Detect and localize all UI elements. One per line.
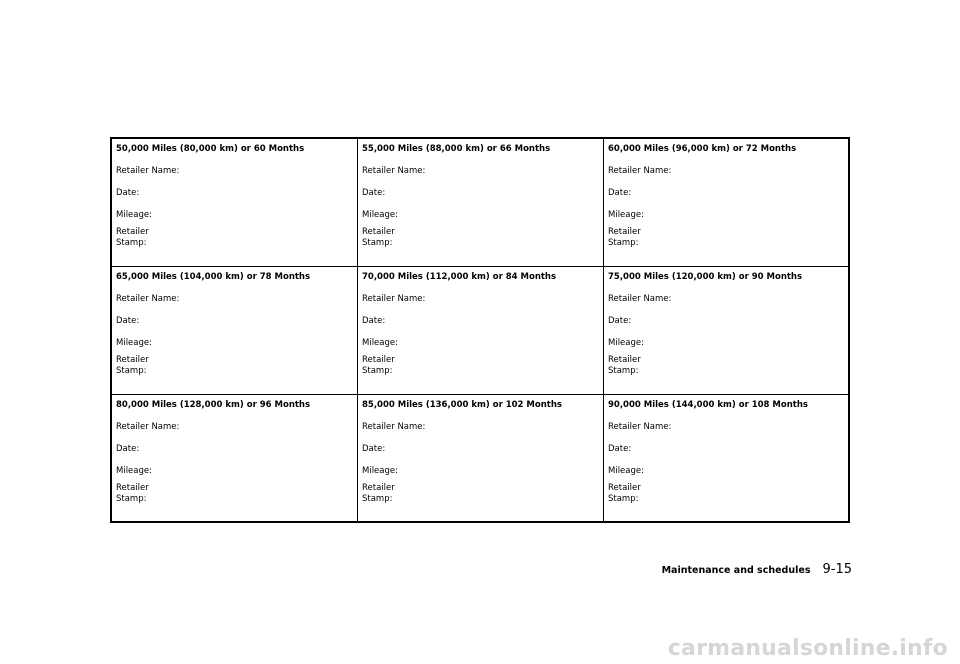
retailer-stamp-label: Retailer Stamp: — [362, 355, 395, 376]
watermark: carmanualsonline.info — [667, 636, 948, 661]
log-cell — [112, 395, 358, 521]
log-cell — [112, 139, 358, 267]
date-label: Date: — [362, 188, 386, 198]
log-cell — [604, 267, 848, 395]
page-footer — [662, 562, 852, 580]
mileage-label: Mileage: — [362, 466, 398, 476]
date-label: Date: — [116, 316, 140, 326]
retailer-name-label: Retailer Name: — [362, 166, 426, 176]
date-label: Date: — [608, 188, 632, 198]
retailer-stamp-label: Retailer Stamp: — [116, 355, 149, 376]
log-cell — [604, 395, 848, 521]
date-label: Date: — [608, 444, 632, 454]
retailer-name-label: Retailer Name: — [116, 294, 180, 304]
log-cell — [358, 267, 604, 395]
maintenance-log-table — [110, 137, 850, 523]
interval-heading: 70,000 Miles (112,000 km) or 84 Months — [362, 272, 557, 282]
log-cell — [604, 139, 848, 267]
retailer-name-label: Retailer Name: — [608, 294, 672, 304]
interval-heading: 55,000 Miles (88,000 km) or 66 Months — [362, 144, 551, 154]
interval-heading: 75,000 Miles (120,000 km) or 90 Months — [608, 272, 803, 282]
mileage-label: Mileage: — [362, 210, 398, 220]
retailer-stamp-label: Retailer Stamp: — [608, 227, 641, 248]
retailer-name-label: Retailer Name: — [362, 422, 426, 432]
log-cell — [358, 395, 604, 521]
mileage-label: Mileage: — [362, 338, 398, 348]
retailer-stamp-label: Retailer Stamp: — [116, 483, 149, 504]
mileage-label: Mileage: — [608, 210, 644, 220]
retailer-name-label: Retailer Name: — [362, 294, 426, 304]
date-label: Date: — [116, 188, 140, 198]
mileage-label: Mileage: — [116, 466, 152, 476]
retailer-stamp-label: Retailer Stamp: — [116, 227, 149, 248]
retailer-stamp-label: Retailer Stamp: — [608, 355, 641, 376]
date-label: Date: — [116, 444, 140, 454]
page-number: 9-15 — [822, 562, 852, 577]
retailer-name-label: Retailer Name: — [608, 422, 672, 432]
interval-heading: 65,000 Miles (104,000 km) or 78 Months — [116, 272, 311, 282]
interval-heading: 50,000 Miles (80,000 km) or 60 Months — [116, 144, 305, 154]
date-label: Date: — [362, 444, 386, 454]
mileage-label: Mileage: — [608, 338, 644, 348]
date-label: Date: — [362, 316, 386, 326]
retailer-stamp-label: Retailer Stamp: — [362, 227, 395, 248]
interval-heading: 85,000 Miles (136,000 km) or 102 Months — [362, 400, 562, 410]
date-label: Date: — [608, 316, 632, 326]
log-cell — [358, 139, 604, 267]
log-cell — [112, 267, 358, 395]
retailer-name-label: Retailer Name: — [116, 422, 180, 432]
retailer-stamp-label: Retailer Stamp: — [608, 483, 641, 504]
interval-heading: 80,000 Miles (128,000 km) or 96 Months — [116, 400, 311, 410]
mileage-label: Mileage: — [608, 466, 644, 476]
interval-heading: 90,000 Miles (144,000 km) or 108 Months — [608, 400, 808, 410]
mileage-label: Mileage: — [116, 210, 152, 220]
mileage-label: Mileage: — [116, 338, 152, 348]
retailer-stamp-label: Retailer Stamp: — [362, 483, 395, 504]
retailer-name-label: Retailer Name: — [116, 166, 180, 176]
retailer-name-label: Retailer Name: — [608, 166, 672, 176]
section-title: Maintenance and schedules — [661, 565, 811, 576]
interval-heading: 60,000 Miles (96,000 km) or 72 Months — [608, 144, 797, 154]
